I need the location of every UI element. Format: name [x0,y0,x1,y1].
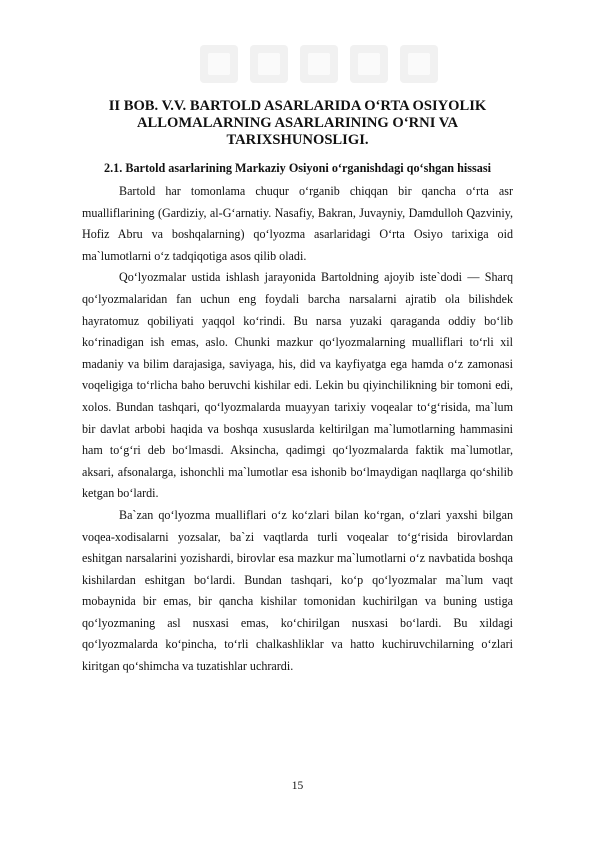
paragraph-3: Ba`zan qo‘lyozma mualliflari o‘z ko‘zlari bilan ko‘rgan, o‘zlari yaxshi bilgan voqea-xodisalarni yozsalar, ba`zi vaqtlarda turli voqealar to‘g‘risida birovlardan eshitgan narsalarini yozishardi, birovlar esa mazkur ma`lumotlarni o‘z navbatida boshqa kishilardan eshitgan bo‘lardi. Bundan tashqari, ko‘p qo‘lyozmalar ma`lum vaqt mobaynida bir emas, bir qancha kishilar tomonidan kuchirilgan va buning ustiga qo‘lyozmaning asl nusxasi emas, ko‘chirilgan nusxasi bo‘lardi. Bu xildagi qo‘lyozmalarda ko‘pincha, to‘rli chalkashliklar va hatto kuchiruvchilarning o‘zlari kiritgan qo‘shimcha va tuzatishlar uchrardi. [82,507,513,674]
page-number: 15 [291,780,304,792]
section-title: 2.1. Bartold asarlarining Markaziy Osiyoni o‘rganishdagi qo‘shgan hissasi [103,161,491,175]
paragraph-2: Qo‘lyozmalar ustida ishlash jarayonida Bartoldning ajoyib iste`dodi — Sharq qo‘lyozmalaridan fan uchun eng foydali barcha narsalarni ajratib ola bilishdek hayratomuz qobiliyati yaqqol ko‘rindi. Bu narsa yuzaki qaraganda oddiy bo‘lib ko‘rinadigan ish emas, aslo. Chunki mazkur qo‘lyozmalarning mualliflari to‘rli xil madaniy va bilim darajasiga, saviyaga, his, did va kayfiyatga ega hamda o‘z zamonasi voqeligiga to‘rlicha baho beruvchi kishilar edi. Lekin bu qiyinchilikning bir tomoni edi, xolos. Bundan tashqari, qo‘lyozmalarda muayyan tarixiy voqealar to‘g‘risida, ma`lum bir davlat arbobi haqida va boshqa xususlarda keltirilgan ma`lumotlarning hammasini ham to‘g‘ri deb bo‘lmasdi. Aksincha, qadimgi qo‘lyozmalarda faktik ma`lumotlar, aksari, afsonalarga, ishonchli ma`lumotlar esa ishonib bo‘lmaydigan naqllarga qo‘shilib ketgan bo‘lardi. [82,270,513,501]
chapter-title: II BOB. V.V. BARTOLD ASARLARIDA O‘RTA OSIYOLIK ALLOMALARNING ASARLARINING O‘RNI VA TARIXSHUNOSLIGI. [108,98,487,148]
paragraph-1: Bartold har tomonlama chuqur o‘rganib chiqqan bir qancha o‘rta asr mualliflarining (Gardiziy, al-G‘arnatiy. Nasafiy, Bakran, Juvayniy, Damdulloh Qazviniy, Hofiz Abru va boshqalarning) qo‘lyozma asarlaridagi O‘rta Osiyo tarixiga oid ma`lumotlarni o‘z tadqiqotiga asos qilib oladi. [82,184,513,263]
document-page [82,98,513,678]
